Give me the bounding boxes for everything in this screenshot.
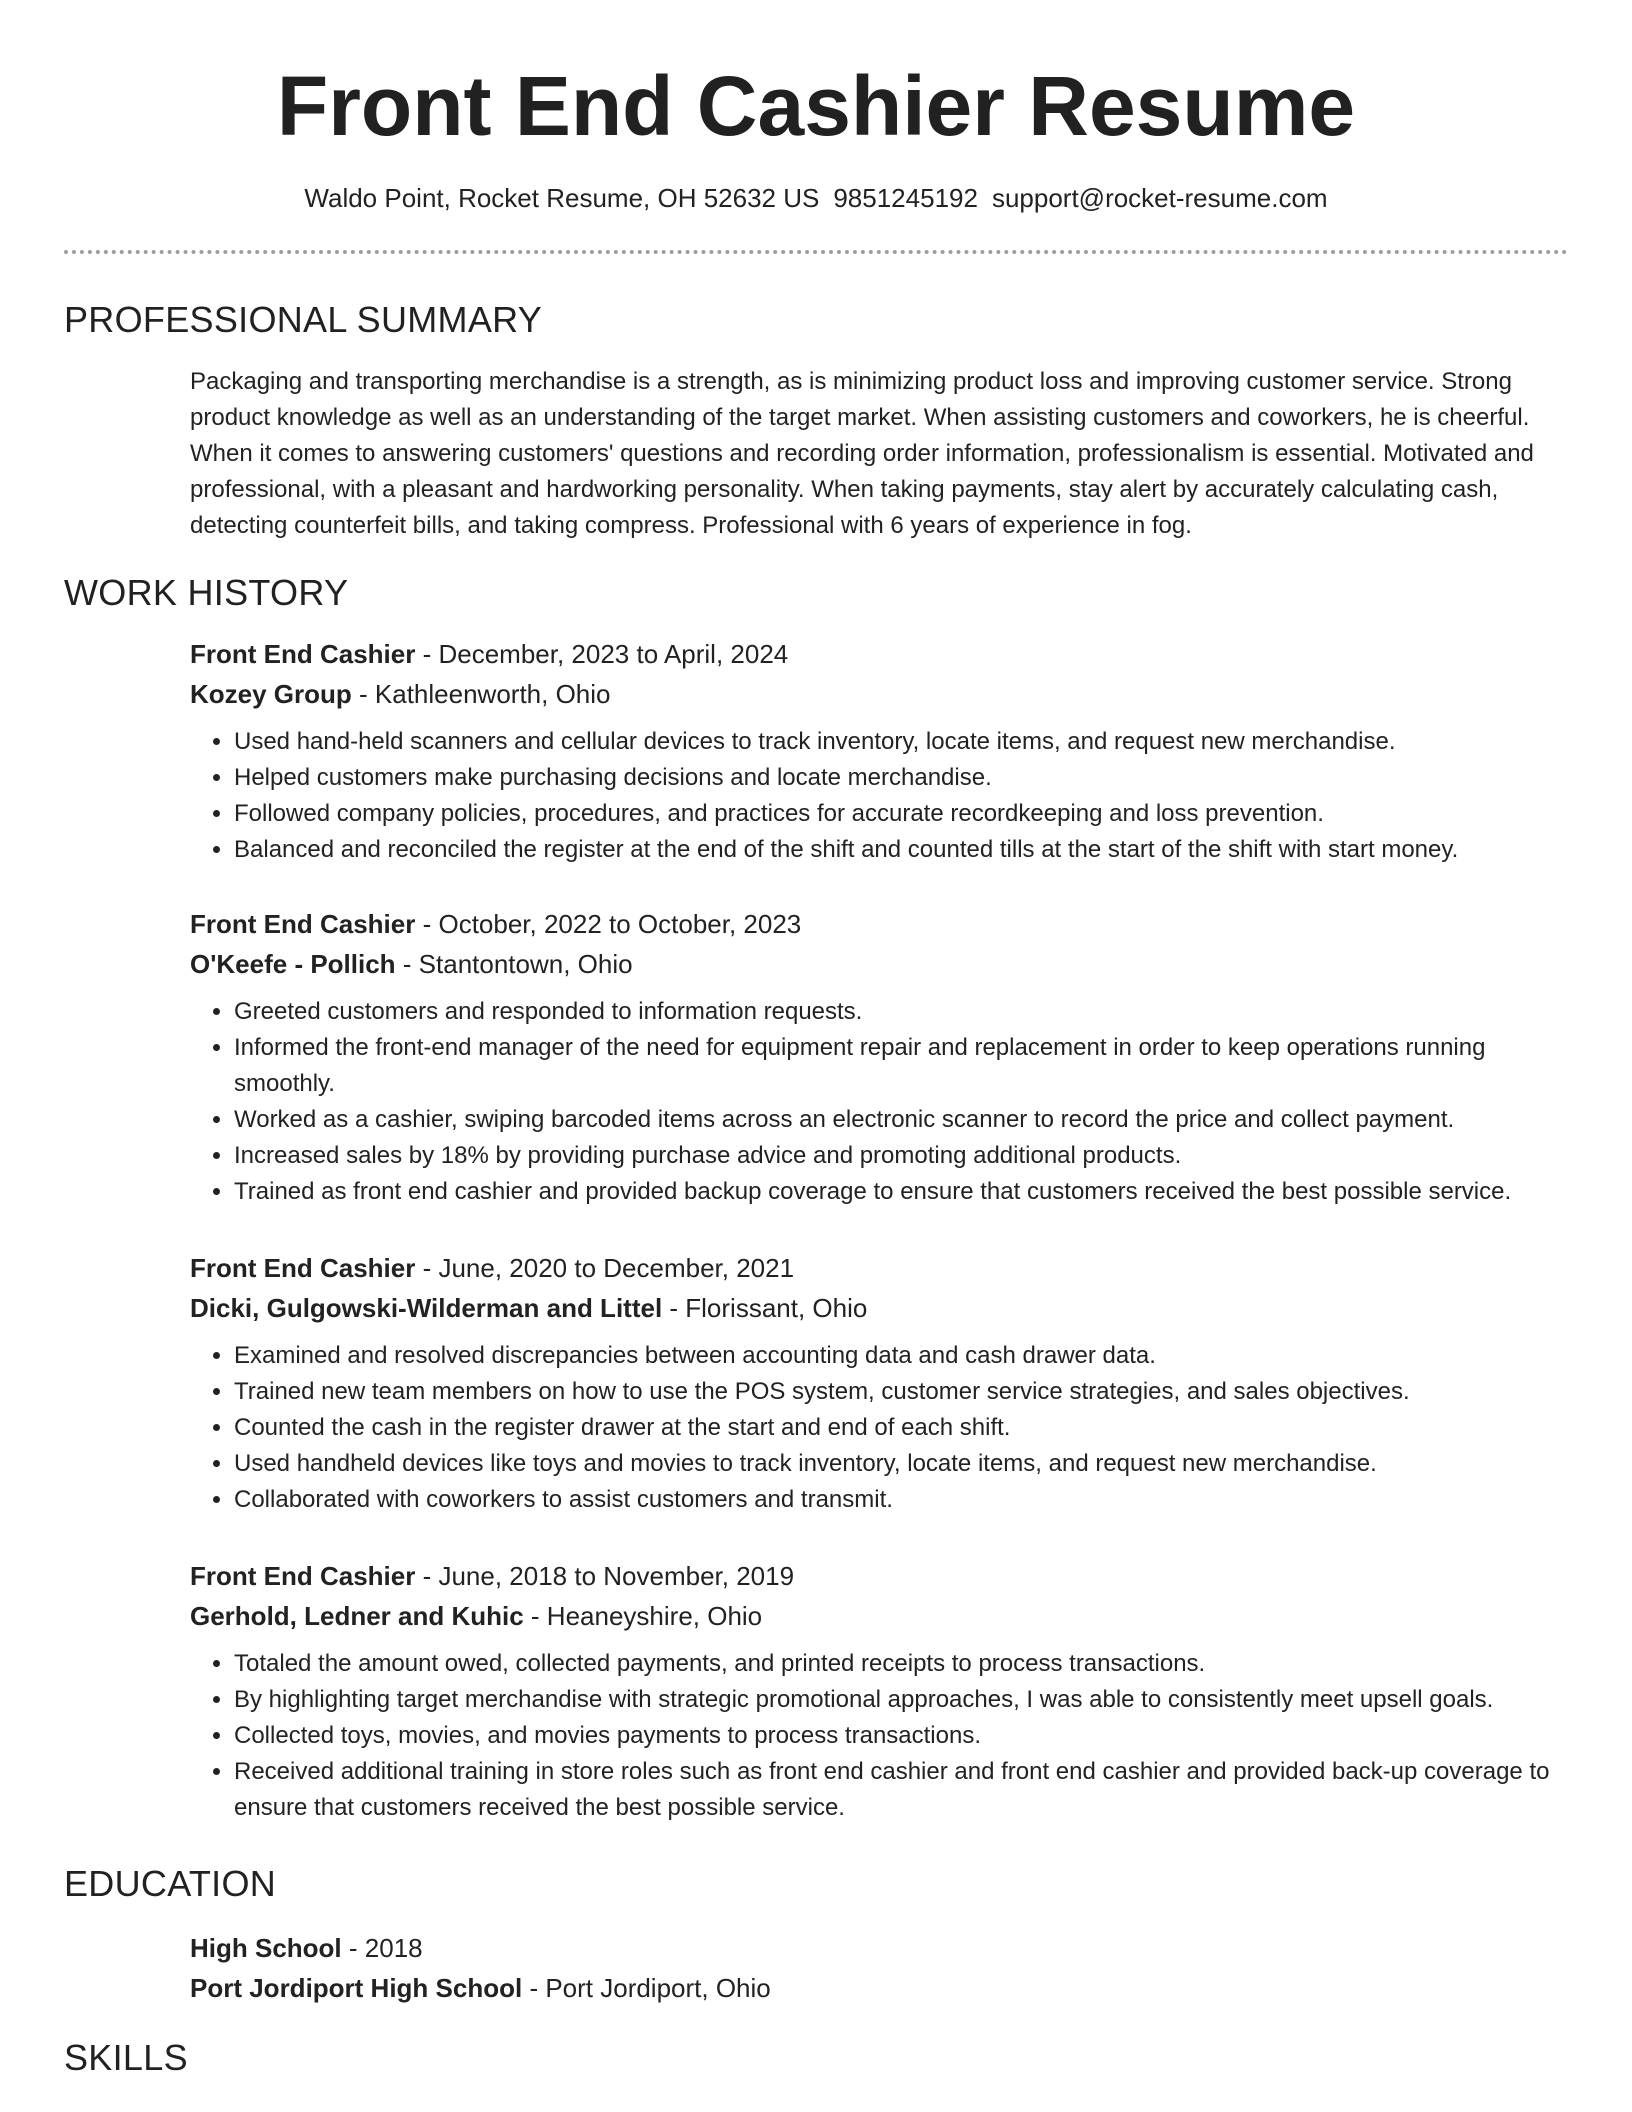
education-school: Port Jordiport High School [190, 1973, 523, 2003]
duty-item: • Used handheld devices like toys and movies to track inventory, locate items, and request new merchandise. [234, 1446, 1568, 1482]
duty-item: • Totaled the amount owed, collected payments, and printed receipts to process transactions. [234, 1646, 1568, 1682]
job-entry [190, 1248, 1568, 1518]
job-role-line [190, 904, 1568, 944]
duty-item: • Informed the front-end manager of the need for equipment repair and replacement in order to keep operations running smoothly. [234, 1030, 1568, 1102]
job-duties [190, 1646, 1568, 1826]
job-location: - Stantontown, Ohio [395, 949, 633, 979]
job-location: - Kathleenworth, Ohio [351, 679, 611, 709]
job-dates: - October, 2022 to October, 2023 [415, 909, 802, 939]
job-duties [190, 1338, 1568, 1518]
education-degree-line [190, 1928, 1568, 1968]
duty-item: • Trained new team members on how to use the POS system, customer service strategies, and sales objectives. [234, 1374, 1568, 1410]
section-title-skills: SKILLS [64, 2037, 188, 2078]
education-year: - 2018 [341, 1933, 423, 1963]
duty-item: • Used hand-held scanners and cellular devices to track inventory, locate items, and request new merchandise. [234, 724, 1568, 760]
job-entry [190, 634, 1568, 868]
job-company: Gerhold, Ledner and Kuhic [190, 1601, 524, 1631]
job-duties [190, 724, 1568, 868]
job-role: Front End Cashier [190, 909, 416, 939]
job-dates: - June, 2020 to December, 2021 [415, 1253, 795, 1283]
duty-item: • Counted the cash in the register drawer at the start and end of each shift. [234, 1410, 1568, 1446]
contact-email: support@rocket-resume.com [991, 183, 1328, 213]
job-duties [190, 994, 1568, 1210]
duty-item: • Worked as a cashier, swiping barcoded items across an electronic scanner to record the price and collect payment. [234, 1102, 1568, 1138]
duty-item: • Collaborated with coworkers to assist customers and transmit. [234, 1482, 1568, 1518]
section-title-summary: PROFESSIONAL SUMMARY [64, 299, 543, 340]
job-role: Front End Cashier [190, 639, 416, 669]
job-dates: - December, 2023 to April, 2024 [415, 639, 789, 669]
duty-item: • Increased sales by 18% by providing purchase advice and promoting additional products. [234, 1138, 1568, 1174]
section-title-work-history: WORK HISTORY [64, 572, 349, 613]
duty-item: • Greeted customers and responded to information requests. [234, 994, 1568, 1030]
duty-item: • By highlighting target merchandise with strategic promotional approaches, I was able to consistently meet upsell goals. [234, 1682, 1568, 1718]
job-company-line [190, 1288, 1568, 1328]
education-school-line [190, 1968, 1568, 2008]
job-role: Front End Cashier [190, 1561, 416, 1591]
job-role-line [190, 634, 1568, 674]
job-role: Front End Cashier [190, 1253, 416, 1283]
job-dates: - June, 2018 to November, 2019 [415, 1561, 795, 1591]
job-location: - Florissant, Ohio [662, 1293, 868, 1323]
job-entry [190, 1556, 1568, 1826]
duty-item: • Trained as front end cashier and provided backup coverage to ensure that customers received the best possible service. [234, 1174, 1568, 1210]
job-company: Dicki, Gulgowski-Wilderman and Littel [190, 1293, 663, 1323]
job-company-line [190, 944, 1568, 984]
job-company: Kozey Group [190, 679, 352, 709]
header-divider [64, 250, 1568, 254]
section-title-education: EDUCATION [64, 1863, 277, 1904]
job-entry [190, 904, 1568, 1210]
summary-block [190, 364, 1568, 544]
job-company-line [190, 674, 1568, 714]
job-role-line [190, 1556, 1568, 1596]
duty-item: • Received additional training in store roles such as front end cashier and front end cashier and provided back-up coverage to ensure that customers received the best possible service. [234, 1754, 1568, 1826]
job-company-line [190, 1596, 1568, 1636]
resume-title: Front End Cashier Resume [276, 59, 1356, 153]
contact-line [0, 180, 1632, 216]
duty-item: • Balanced and reconciled the register at the end of the shift and counted tills at the start of the shift with start money. [234, 832, 1568, 868]
contact-address: Waldo Point, Rocket Resume, OH 52632 US [304, 183, 820, 213]
duty-item: • Collected toys, movies, and movies payments to process transactions. [234, 1718, 1568, 1754]
summary-text: Packaging and transporting merchandise is a strength, as is minimizing product loss and improving customer service. Strong product knowledge as well as an understanding of the target market. When assisting customers and coworkers, he is cheerful. When it comes to answering customers' questions and recording order information, professionalism is essential. Motivated and professional, with a pleasant and hardworking personality. When taking payments, stay alert by accurately calculating cash, detecting counterfeit bills, and taking compress. Professional with 6 years of experience in fog. [190, 368, 1534, 539]
duty-item: • Followed company policies, procedures, and practices for accurate recordkeeping and loss prevention. [234, 796, 1568, 832]
job-location: - Heaneyshire, Ohio [523, 1601, 763, 1631]
job-company: O'Keefe - Pollich [190, 949, 396, 979]
education-location: - Port Jordiport, Ohio [522, 1973, 771, 2003]
contact-phone: 9851245192 [833, 183, 978, 213]
duty-item: • Examined and resolved discrepancies between accounting data and cash drawer data. [234, 1338, 1568, 1374]
education-degree: High School [190, 1933, 342, 1963]
job-role-line [190, 1248, 1568, 1288]
education-entry [190, 1928, 1568, 2008]
duty-item: • Helped customers make purchasing decisions and locate merchandise. [234, 760, 1568, 796]
